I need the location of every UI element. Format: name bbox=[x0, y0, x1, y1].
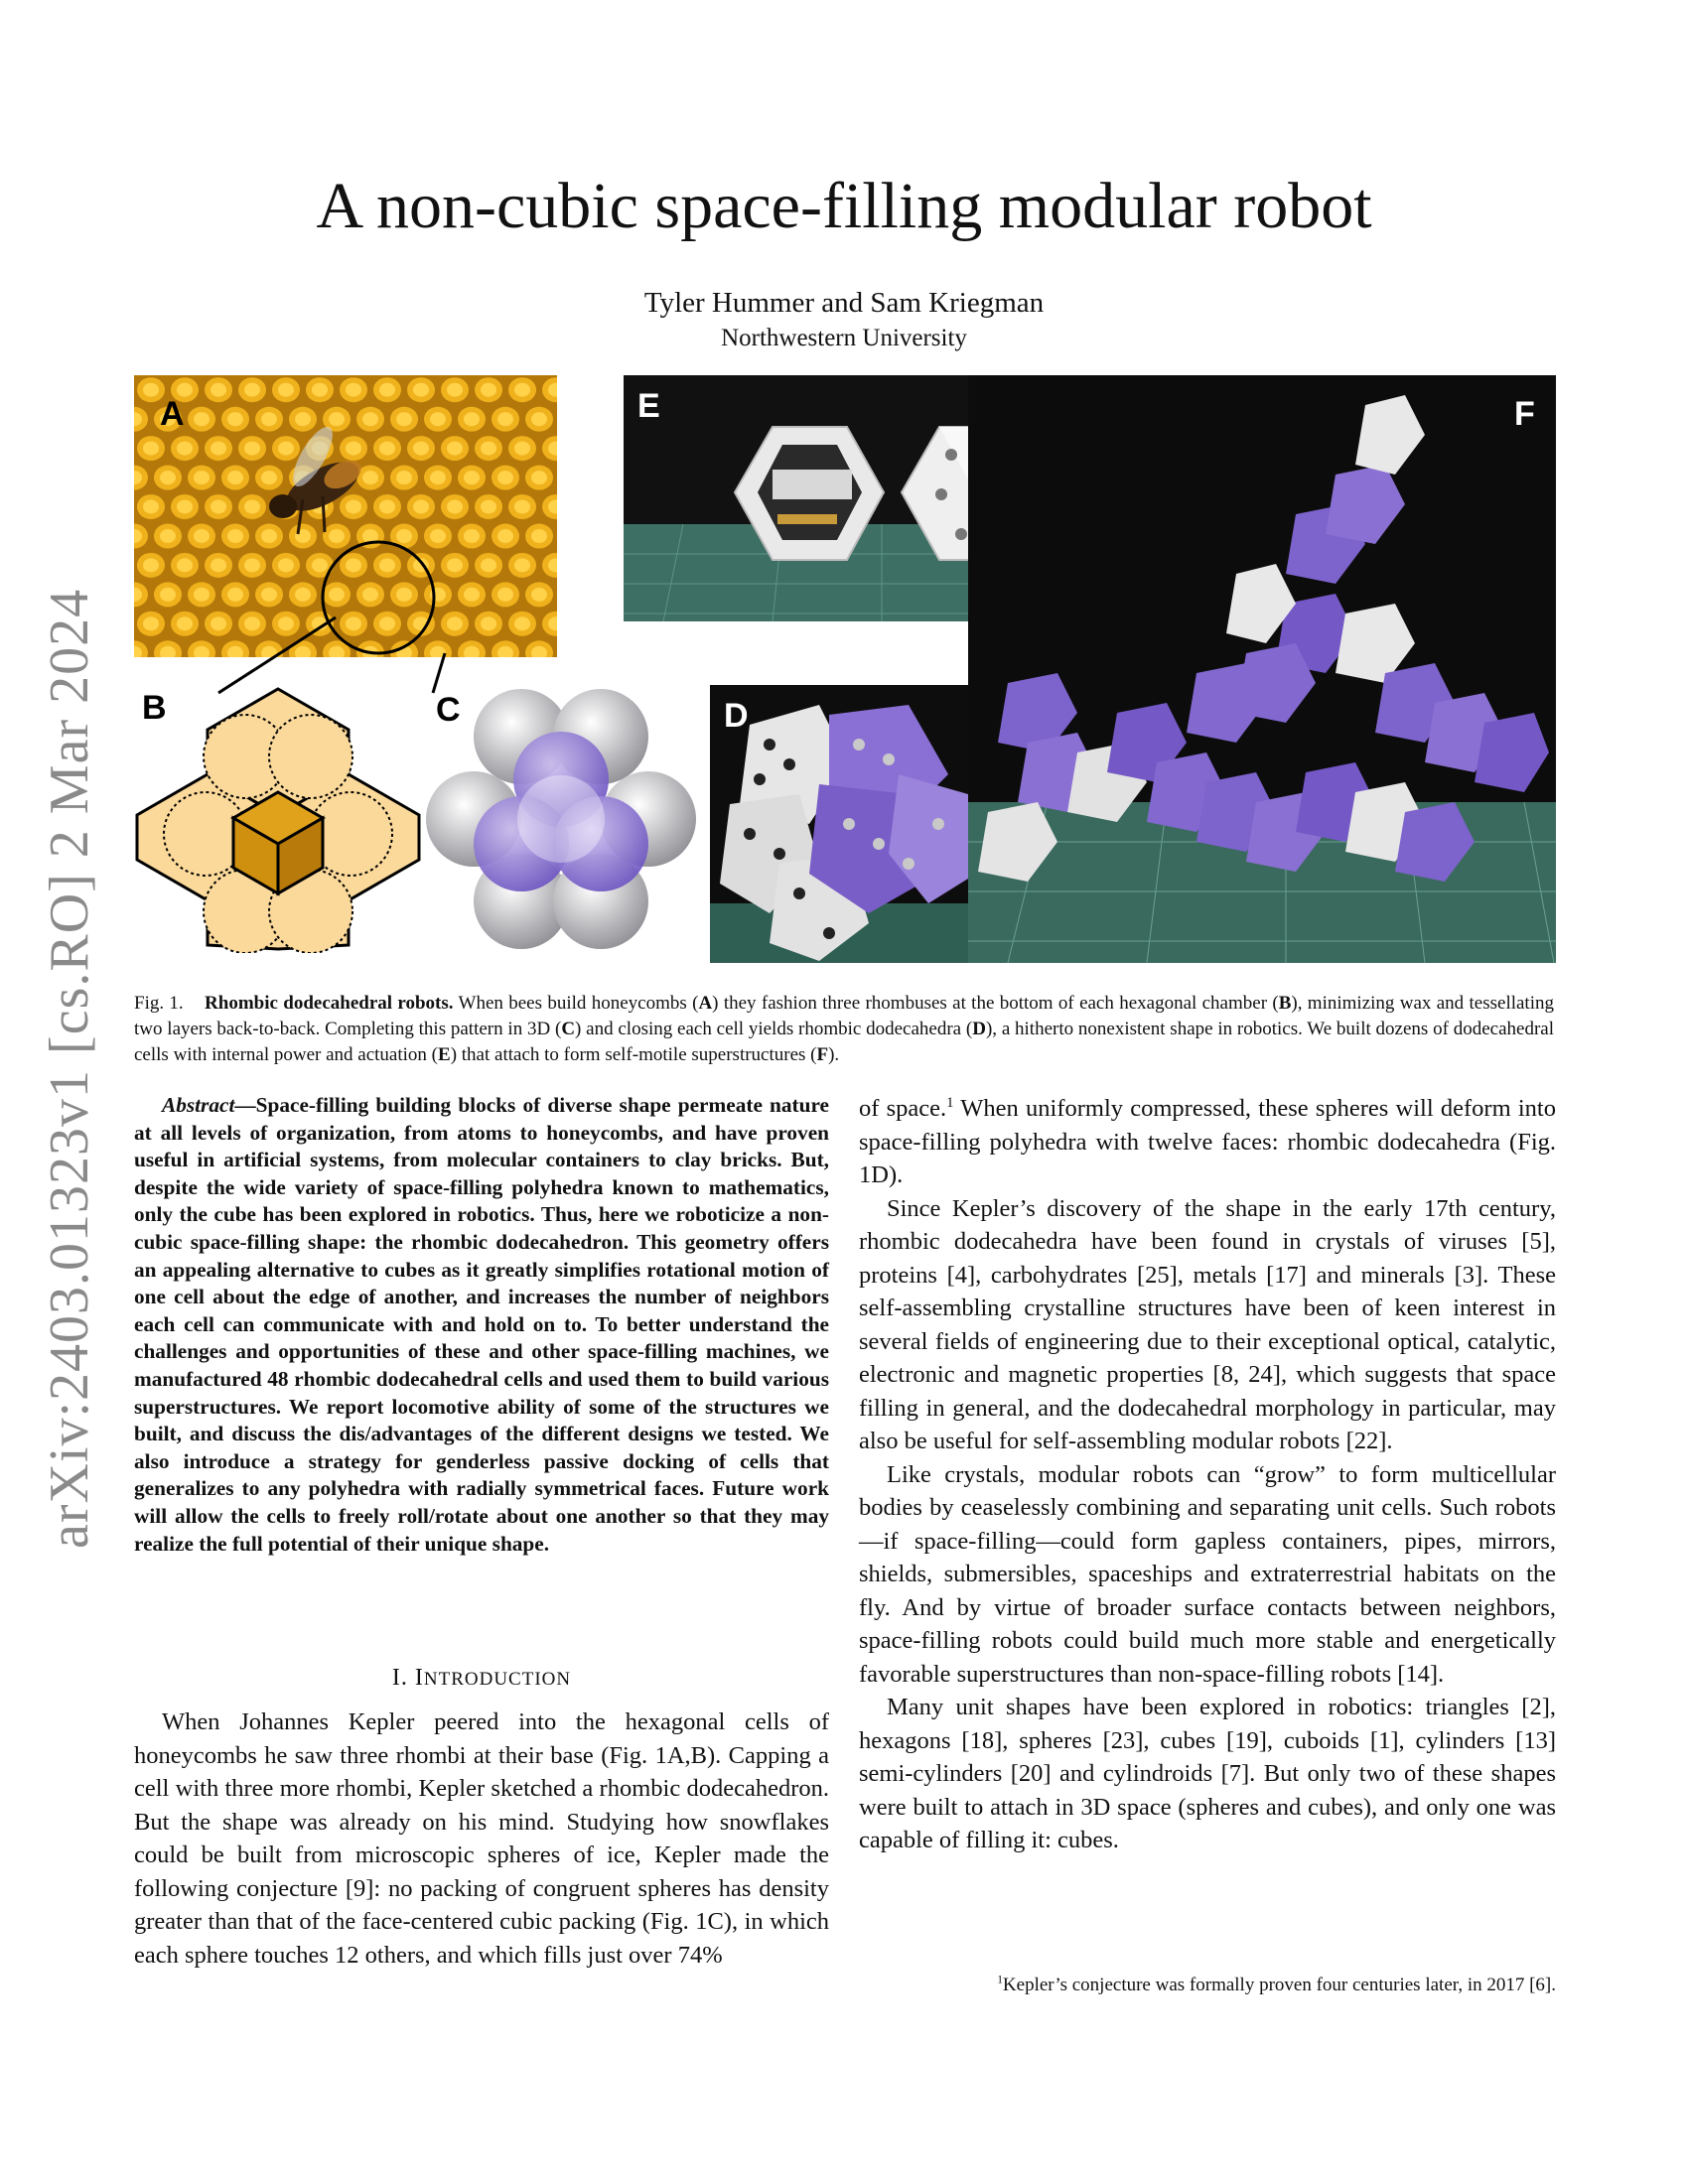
footnote bbox=[859, 1974, 1556, 1997]
caption-ref-c: C bbox=[561, 1019, 576, 1039]
right-paragraph-4: Many unit shapes have been explored in robotics: triangles [2], hexagons [18], spheres [23], cubes [19], cuboids [1], cylinders [13] semi-cylinders [20] and cylindroids [7]. But only two of these shapes were built to attach in 3D space (spheres and cubes), and only one was capable of filling it: cubes. bbox=[859, 1694, 1556, 1853]
caption-label: Fig. 1. bbox=[134, 993, 184, 1014]
footnote-mark: 1 bbox=[997, 1974, 1003, 1986]
right-paragraph-2: Since Kepler’s discovery of the shape in the early 17th century, rhombic dodecahedra have been found in crystals of viruses [5], proteins [4], carbohydrates [25], metals [17] and minerals [3]. These self-assembling crystalline structures have been of keen interest in several fields of engineering due to their exceptional optical, catalytic, electronic and magnetic properties [8, 24], which suggests that space filling in general, and the dodecahedral morphology in particular, may also be useful for self-assembling modular robots [22]. bbox=[859, 1194, 1556, 1454]
panel-label-c: C bbox=[436, 691, 461, 729]
hexagon-rhombi-diagram bbox=[134, 685, 422, 953]
sphere-packing-diagram bbox=[422, 685, 700, 953]
right-paragraph-1 bbox=[859, 1092, 1556, 1192]
abstract bbox=[134, 1092, 829, 1558]
abstract-lead: Abstract bbox=[162, 1093, 235, 1117]
affiliation: Northwestern University bbox=[721, 325, 967, 351]
caption-ref-e: E bbox=[438, 1044, 451, 1065]
section-heading-introduction bbox=[134, 1663, 829, 1695]
caption-text: ) they fashion three rhombuses at the bottom of each hexagonal chamber ( bbox=[712, 993, 1279, 1014]
panel-label-e: E bbox=[637, 387, 660, 425]
abstract-text: —Space-filling building blocks of diverse shape permeate nature at all levels of organization, from atoms to honeycombs, and have proven useful in artificial systems, from molecular containers to clay bricks. But, despite the wide variety of space-filling polyhedra known to mathematics, only the cube has been explored in robotics. Thus, here we roboticize a non-cubic space-filling shape: the rhombic dodecahedron. This geometry offers an appealing alternative to cubes as it greatly simplifies rotational motion of one cell about the edge of another, and increases the number of neighbors each cell can communicate with and hold on to. To better understand the challenges and opportunities of these and other space-filling machines, we manufactured 48 rhombic dodecahedral cells and used them to build various superstructures. We report locomotive ability of some of the structures we built, and discuss the dis/advantages of the different designs we tested. We also introduce a strategy for genderless passive docking of cells that generalizes to any polyhedra with radially symmetrical faces. Future work will allow the cells to freely roll/rotate about one another so that they may realize the full potential of their unique shape. bbox=[134, 1093, 829, 1556]
assembled-cells-graphic bbox=[710, 685, 984, 963]
caption-text: ), minimizing wax and tessellating two layers back-to-back. Completing this pattern in 3D ( bbox=[134, 993, 1554, 1039]
figure-caption bbox=[134, 991, 1554, 1068]
right-paragraph-3: Like crystals, modular robots can “grow” to form multicellular bodies by ceaselessly combining and separating unit cells. Such robots—if space-filling—could form gapless containers, pipes, mirrors, shields, submersibles, spaceships and extraterrestrial habitats on the fly. And by virtue of broader surface contacts between neighbors, space-filling robots could build much more stable and energetically favorable superstructures than non-space-filling robots [14]. bbox=[859, 1460, 1556, 1688]
intro-left-column bbox=[134, 1706, 829, 1972]
caption-text: ) that attach to form self-motile superstructures ( bbox=[450, 1044, 817, 1065]
panel-label-a: A bbox=[160, 395, 185, 433]
superstructure-graphic bbox=[968, 375, 1556, 963]
panel-label-b: B bbox=[142, 689, 167, 727]
caption-ref-f: F bbox=[816, 1044, 829, 1065]
right-column bbox=[859, 1092, 1556, 1857]
caption-text: ). bbox=[828, 1044, 840, 1065]
footnote-marker: 1 bbox=[946, 1094, 954, 1111]
panel-c-sphere-packing bbox=[422, 685, 700, 953]
caption-text: When bees build honeycombs ( bbox=[453, 993, 699, 1014]
caption-text: ), a hitherto nonexistent shape in robotics. We built dozens of dodecahedral cells with internal power and actuation ( bbox=[134, 1019, 1554, 1065]
paragraph-text: When uniformly compressed, these spheres will deform into space-filling polyhedra with twelve faces: rhombic dodecahedra (Fig. 1D). bbox=[859, 1095, 1556, 1188]
zoom-connector-lines bbox=[199, 615, 526, 695]
caption-text: ) and closing each cell yields rhombic dodecahedra ( bbox=[575, 1019, 973, 1039]
footnote-text: Kepler’s conjecture was formally proven four centuries later, in 2017 [6]. bbox=[1002, 1975, 1556, 1995]
panel-label-f: F bbox=[1514, 395, 1535, 433]
authors: Tyler Hummer and Sam Kriegman bbox=[643, 287, 1045, 319]
section-name: NTRODUCTION bbox=[423, 1669, 572, 1690]
caption-bold-title: Rhombic dodecahedral robots. bbox=[205, 993, 454, 1014]
caption-ref-a: A bbox=[698, 993, 713, 1014]
panel-f-superstructure-photo bbox=[968, 375, 1556, 963]
panel-label-d: D bbox=[724, 697, 749, 735]
section-numeral: I. I bbox=[391, 1665, 424, 1691]
paragraph-text: of space. bbox=[859, 1095, 947, 1122]
panel-b-hexagon-diagram bbox=[134, 685, 422, 953]
paper-title: A non-cubic space-filling modular robot bbox=[316, 170, 1372, 242]
intro-paragraph: When Johannes Kepler peered into the hexagonal cells of honeycombs he saw three rhombi at their base (Fig. 1A,B). Capping a cell with three more rhombi, Kepler sketched a rhombic dodecahedron. But the shape was already on his mind. Studying how snowflakes could be built from microscopic spheres of ice, Kepler made the following conjecture [9]: no packing of congruent spheres has density greater than that of the face-centered cubic packing (Fig. 1C), in which each sphere touches 12 others, and which fills just over 74% bbox=[134, 1708, 829, 1969]
arxiv-identifier-stamp: arXiv:2403.01323v1 [cs.RO] 2 Mar 2024 bbox=[39, 588, 100, 1549]
panel-d-assembled-cells-photo bbox=[710, 685, 984, 963]
caption-ref-b: B bbox=[1278, 993, 1292, 1014]
caption-ref-d: D bbox=[972, 1019, 986, 1039]
